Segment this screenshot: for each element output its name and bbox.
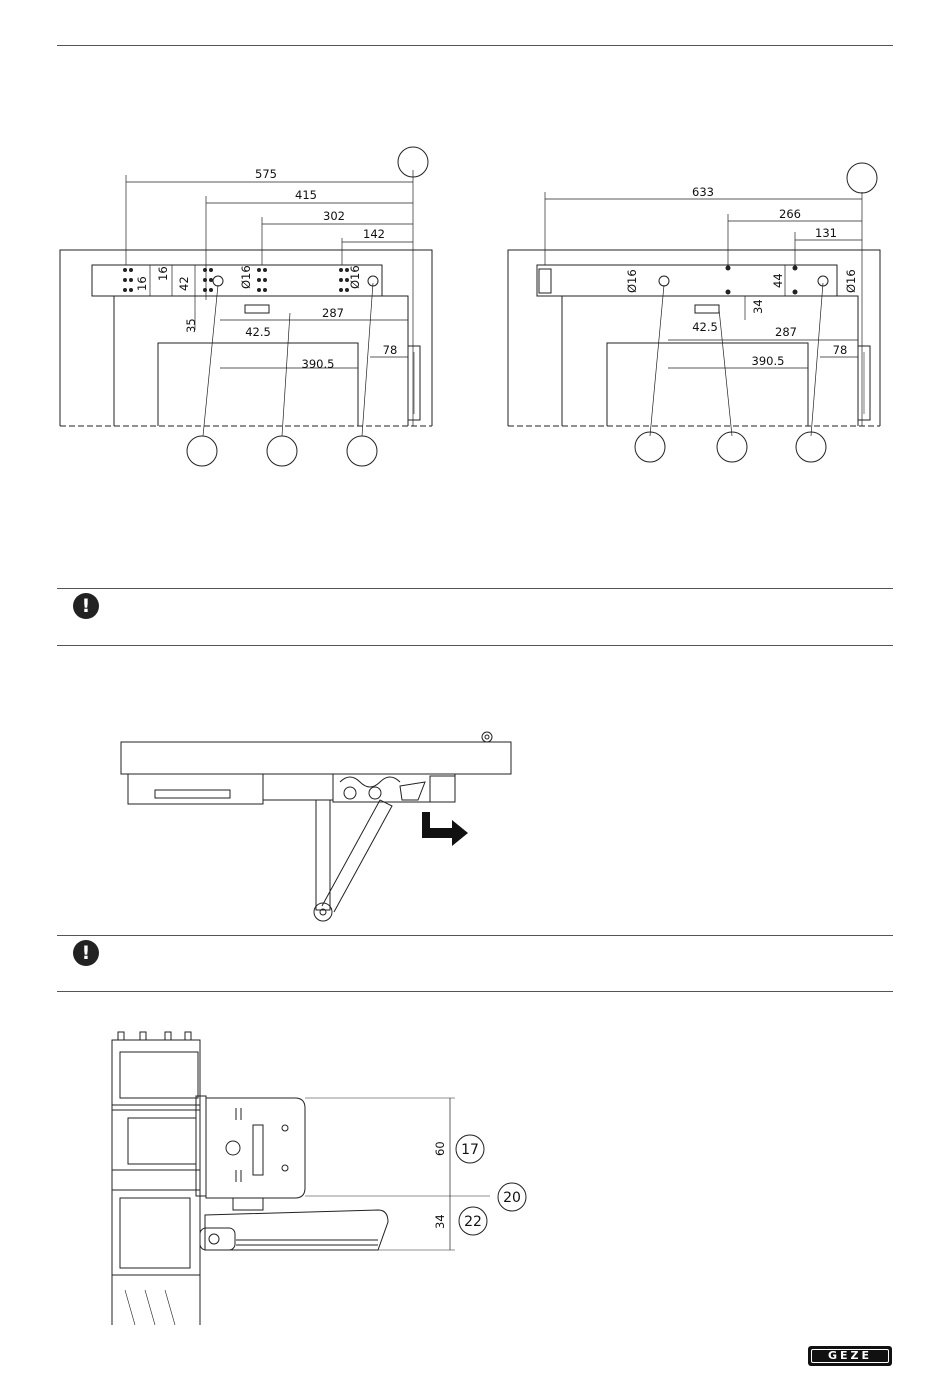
dim-131: 131 (815, 226, 837, 240)
warning-icon: ! (73, 593, 99, 619)
callout-22: 22 (464, 1214, 482, 1230)
dim-35: 35 (184, 318, 198, 333)
dim-42-5-right: 42.5 (692, 320, 718, 334)
dim-d16-c: Ø16 (625, 269, 639, 293)
warning-icon: ! (73, 940, 99, 966)
dim-60: 60 (433, 1141, 447, 1156)
dim-633: 633 (692, 185, 714, 199)
geze-logo (808, 1346, 892, 1366)
dim-142: 142 (363, 227, 385, 241)
logo-text: GEZE (811, 1349, 889, 1363)
dim-42-5: 42.5 (245, 325, 271, 339)
dim-390-5: 390.5 (301, 357, 335, 371)
dim-575: 575 (255, 167, 277, 181)
dim-44: 44 (771, 273, 785, 288)
dim-287: 287 (322, 306, 344, 320)
dim-78: 78 (382, 343, 398, 357)
dim-302: 302 (323, 209, 345, 223)
dim-d16-d: Ø16 (844, 269, 858, 293)
dim-390-5-right: 390.5 (751, 354, 785, 368)
callout-20: 20 (503, 1190, 521, 1206)
dim-16-b: 16 (156, 266, 170, 281)
dim-415: 415 (295, 188, 317, 202)
dim-16-a: 16 (135, 276, 149, 291)
dim-266: 266 (779, 207, 801, 221)
dim-42: 42 (177, 276, 191, 291)
dim-34-right: 34 (751, 299, 765, 314)
dim-d16-b: Ø16 (348, 265, 362, 289)
dim-78-right: 78 (832, 343, 848, 357)
callout-17: 17 (461, 1142, 479, 1158)
dim-287-right: 287 (775, 325, 797, 339)
dim-34: 34 (433, 1214, 447, 1229)
dim-d16-a: Ø16 (239, 265, 253, 289)
